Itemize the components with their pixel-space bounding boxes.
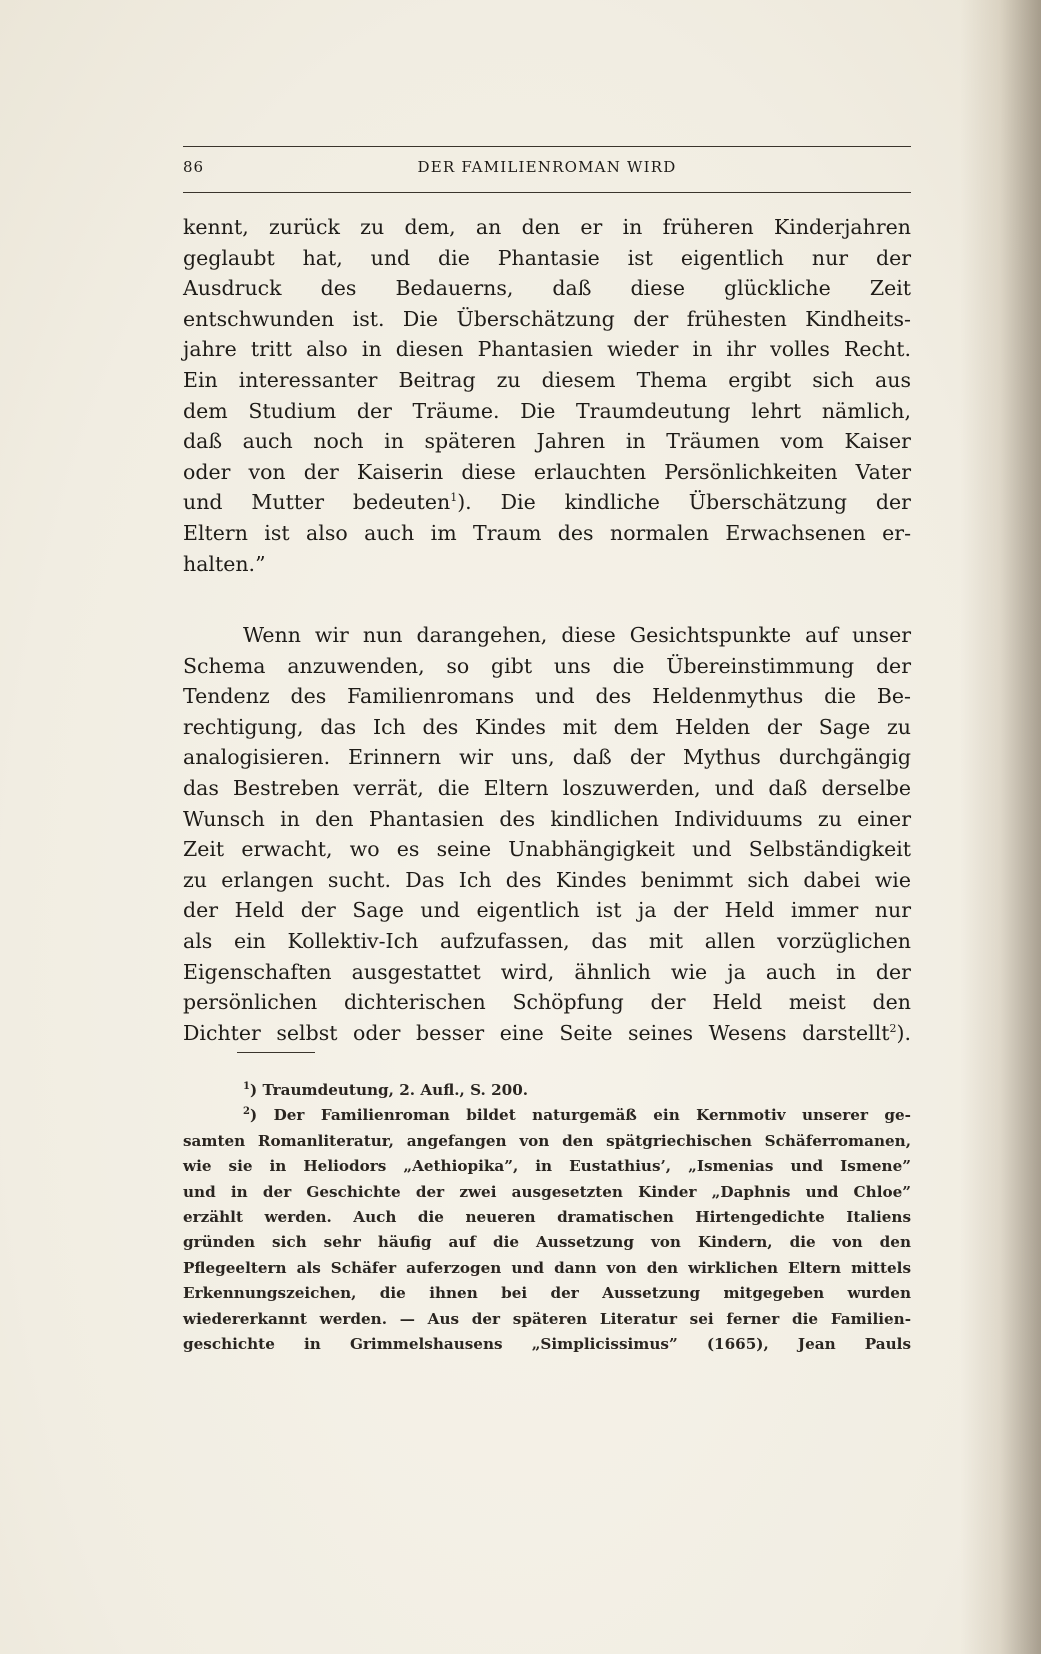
text-line: Eltern ist also auch im Traum des normalen Erwachsenen er- [183,520,911,545]
text-line: Ein interessanter Beitrag zu diesem Thema ergibt sich aus [183,367,911,392]
footnote-text: Der Familienroman bildet naturgemäß ein Kernmotiv unserer ge- [273,1106,911,1125]
text-line-with-footnote-ref [183,1018,911,1049]
text-segment: Dichter selbst oder besser eine Seite seines Wesens darstellt [183,1020,890,1045]
text-line: oder von der Kaiserin diese erlauchten Persönlichkeiten Vater [183,459,911,484]
text-line: daß auch noch in späteren Jahren in Träumen vom Kaiser [183,429,911,454]
footnote-marker: 2 [243,1106,250,1118]
footnote-1: $^1$) Traumdeutung, 2. Aufl., S. 200. [243,1080,529,1099]
footnote-2-line: und in der Geschichte der zwei ausgesetzten Kinder „Daphnis und Chloe” [183,1182,911,1201]
footnote-2-line: $^2$) Der Familienroman bildet naturgemäß ein Kernmotiv unserer ge- [243,1106,911,1125]
text-line: rechtigung, das Ich des Kindes mit dem Helden der Sage zu [183,714,911,739]
header-rule-bottom [183,192,911,193]
text-segment: ). Die kindliche Überschätzung der [457,490,911,515]
footnote-2-line: erzählt werden. Auch die neueren dramatischen Hirtengedichte Italiens [183,1207,911,1226]
footnotes [183,1078,911,1357]
text-line: Zeit erwacht, wo es seine Unabhängigkeit und Selbständigkeit [183,837,911,862]
text-line: geglaubt hat, und die Phantasie ist eigentlich nur der [183,245,911,270]
header-rule-top [183,146,911,147]
footnote-2-line: samten Romanliteratur, angefangen von den spätgriechischen Schäferromanen, [183,1131,911,1150]
footnote-2-line: wie sie in Heliodors „Aethiopika”, in Eustathius’, „Ismenias und Ismene” [183,1157,911,1176]
text-line: halten.” [183,551,266,576]
text-line: Wenn wir nun darangehen, diese Gesichtspunkte auf unser [243,623,911,647]
paragraph-1 [183,212,911,579]
footnote-2-line: geschichte in Grimmelshausens „Simplicissimus” (1665), Jean Pauls [183,1334,911,1353]
text-line: Tendenz des Familienromans und des Heldenmythus die Be- [183,684,911,709]
text-segment: ). [896,1020,911,1045]
footnote-ref-2[interactable]: 2 [889,1021,897,1035]
text-line: Eigenschaften ausgestattet wird, ähnlich wie ja auch in der [183,959,911,984]
footnote-separator [237,1052,315,1053]
text-line: entschwunden ist. Die Überschätzung der frühesten Kindheits- [183,306,911,331]
text-line: als ein Kollektiv-Ich aufzufassen, das mit allen vorzüglichen [183,928,911,953]
footnote-2-line: gründen sich sehr häufig auf die Aussetzung von Kindern, die von den [183,1233,911,1252]
page-number: 86 [183,158,205,176]
running-head [183,156,911,182]
text-segment: und Mutter bedeuten [183,490,451,515]
text-line-with-footnote-ref [183,487,911,518]
text-line: Wunsch in den Phantasien des kindlichen Individuums zu einer [183,806,911,831]
footnote-2-line: Erkennungszeichen, die ihnen bei der Aussetzung mitgegeben wurden [183,1284,911,1303]
text-line: das Bestreben verrät, die Eltern loszuwerden, und daß derselbe [183,775,911,800]
text-line: jahre tritt also in diesen Phantasien wieder in ihr volles Recht. [183,337,911,362]
footnote-text: Traumdeutung, 2. Aufl., S. 200. [262,1081,529,1099]
footnote-marker: 1 [243,1080,250,1092]
paragraph-2 [183,620,911,1048]
text-line: dem Studium der Träume. Die Traumdeutung lehrt nämlich, [183,398,911,423]
running-title: DER FAMILIENROMAN WIRD [417,158,677,176]
footnote-ref-1[interactable]: 1 [450,491,458,505]
text-line: Schema anzuwenden, so gibt uns die Übereinstimmung der [183,653,911,678]
footnote-2-line: wiedererkannt werden. — Aus der späteren Literatur sei ferner die Familien- [183,1309,911,1328]
text-line: persönlichen dichterischen Schöpfung der Held meist den [183,990,911,1015]
text-line: kennt, zurück zu dem, an den er in früheren Kinderjahren [183,215,911,239]
footnote-2-line: Pflegeeltern als Schäfer auferzogen und dann von den wirklichen Eltern mittels [183,1258,911,1277]
text-line: zu erlangen sucht. Das Ich des Kindes benimmt sich dabei wie [183,867,911,892]
text-line: Ausdruck des Bedauerns, daß diese glückliche Zeit [183,276,911,301]
text-line: analogisieren. Erinnern wir uns, daß der Mythus durchgängig [183,745,911,770]
text-line: der Held der Sage und eigentlich ist ja der Held immer nur [183,898,911,923]
